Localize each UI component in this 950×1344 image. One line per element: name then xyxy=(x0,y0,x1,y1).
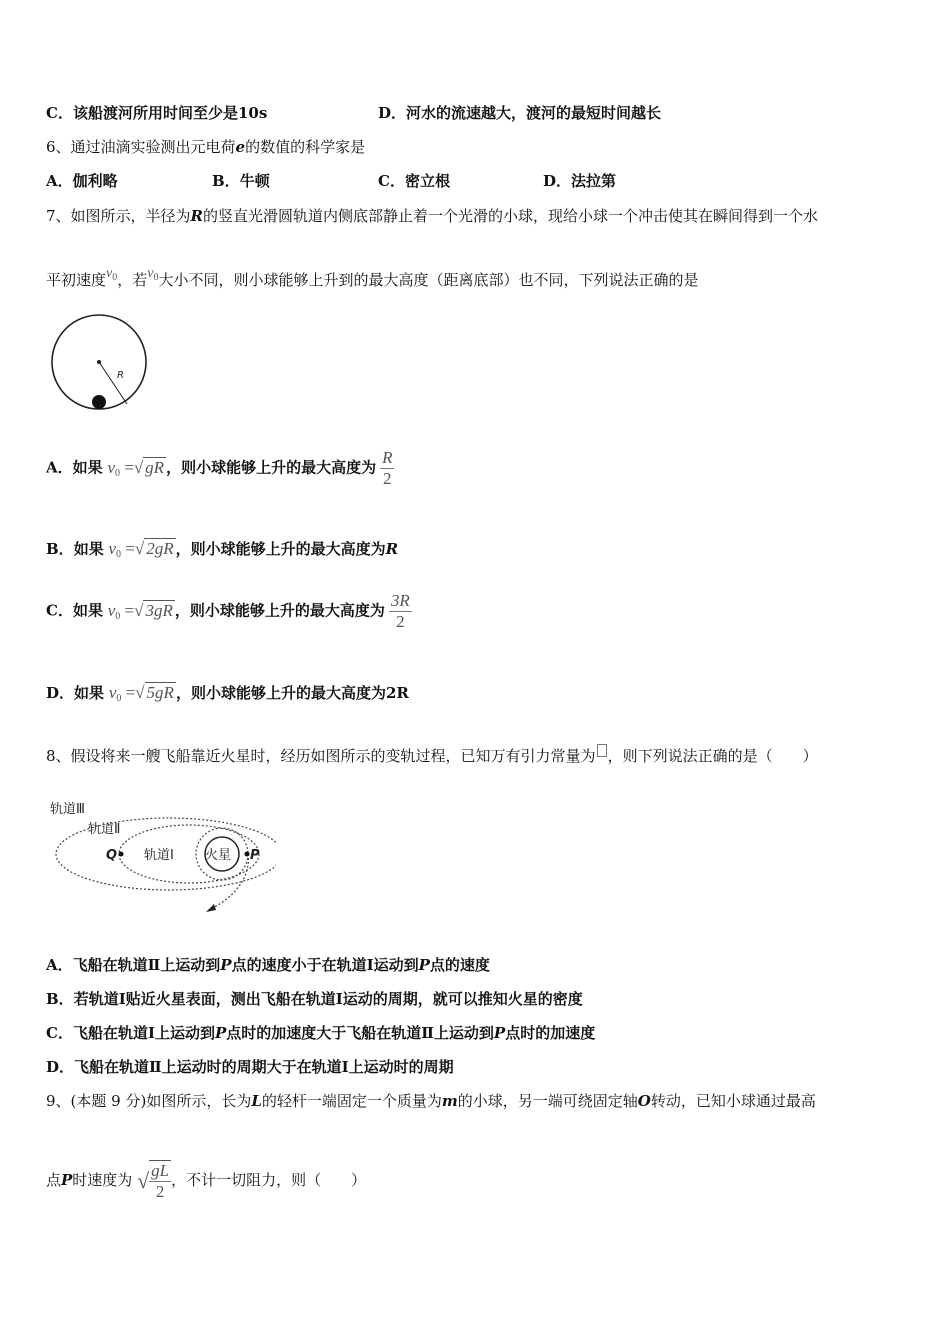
v0-symbol xyxy=(147,266,158,281)
q5-option-d xyxy=(378,102,661,123)
option-text: 如果 xyxy=(72,458,103,477)
option-label: D． xyxy=(378,104,407,122)
option-text-2: 点时的加速度大于飞船在轨道Ⅱ上运动到 xyxy=(226,1024,494,1042)
option-text-2: ，则小球能够上升的最大高度为 xyxy=(175,684,386,702)
option-text: 如果 xyxy=(72,601,103,620)
point-p: P xyxy=(418,956,430,974)
q6-option-c xyxy=(378,170,450,191)
q9-stem-text-3: 的小球，另一端可绕固定轴 xyxy=(457,1092,638,1110)
q8-option-d xyxy=(46,1056,454,1077)
ball xyxy=(92,395,106,409)
point-p-label: P xyxy=(250,848,260,863)
q9-stem-text-2: 的轻杆一端固定一个质量为 xyxy=(261,1092,442,1110)
fraction-denominator: 2 xyxy=(396,612,405,631)
sqrt-content: 2gR xyxy=(146,539,174,558)
option-label: D． xyxy=(543,172,572,190)
option-text: 飞船在轨道Ⅱ上运动到 xyxy=(72,956,221,974)
var-l: L xyxy=(251,1092,262,1110)
sqrt-content: gR xyxy=(145,457,165,477)
point-p: P xyxy=(493,1024,506,1042)
equals: = xyxy=(125,539,135,558)
option-label: A． xyxy=(46,172,73,190)
fraction-denominator: 2 xyxy=(383,469,392,488)
option-text: 如果 xyxy=(73,540,104,558)
orbit-1-label: 轨道Ⅰ xyxy=(144,848,174,863)
q8-option-c xyxy=(46,1022,595,1043)
sqrt-content: 5gR xyxy=(146,683,174,702)
option-text: 若轨道Ⅰ贴近火星表面，测出飞船在轨道Ⅰ运动的周期，就可以推知火星的密度 xyxy=(73,990,583,1008)
fraction-numerator: gL xyxy=(151,1161,170,1180)
q8-stem xyxy=(46,744,818,766)
orbit-2-label: 轨道Ⅱ xyxy=(88,822,121,837)
var-o: O xyxy=(637,1092,651,1110)
q6-stem-text-2: 的数值的科学家是 xyxy=(245,138,366,156)
option-text: 牛顿 xyxy=(239,172,270,190)
q6-option-a xyxy=(46,170,118,191)
q7-circle-figure xyxy=(46,312,154,416)
v0-letter: v xyxy=(108,539,117,558)
q7-option-c xyxy=(46,591,412,632)
option-text: 飞船在轨道Ⅱ上运动时的周期大于在轨道Ⅰ上运动时的周期 xyxy=(74,1058,454,1076)
option-text-3: 点时的加速度 xyxy=(505,1024,596,1042)
planet-label: 火星 xyxy=(205,848,232,863)
q9-stem-text-3: ，不计一切阻力，则（ ） xyxy=(171,1171,367,1189)
v0-subscript: 0 xyxy=(116,693,122,704)
option-text-2: ，则小球能够上升的最大高度为 xyxy=(174,601,385,620)
answer-value: R xyxy=(385,540,399,558)
option-label: B． xyxy=(46,540,74,558)
q6-option-d xyxy=(543,170,616,191)
option-label: A． xyxy=(46,458,73,477)
equation: $v_0$ =√ 2gR xyxy=(108,539,174,560)
point-p: P xyxy=(220,956,232,974)
sqrt-fraction xyxy=(149,1160,171,1202)
orbit-3-label: 轨道Ⅲ xyxy=(50,802,85,817)
point-p: P xyxy=(214,1024,227,1042)
sqrt-sign: √ xyxy=(137,1168,150,1193)
point-p-dot xyxy=(245,852,250,857)
q8-stem-text-2: ，则下列说法正确的是（ ） xyxy=(607,747,818,765)
v0-letter: v xyxy=(106,266,113,281)
q8-option-b xyxy=(46,988,583,1009)
option-text-2: 点的速度小于在轨道Ⅰ运动到 xyxy=(231,956,419,974)
equals: = xyxy=(124,600,135,620)
v0-subscript: 0 xyxy=(115,610,121,622)
q6-stem-text: 6、通过油滴实验测出元电荷 xyxy=(46,138,236,156)
q7-option-d xyxy=(46,682,409,704)
option-text-2: ，则小球能够上升的最大高度为 xyxy=(166,458,377,477)
v0-subscript: 0 xyxy=(114,467,120,479)
q7-stem-text-2: 的竖直光滑圆轨道内侧底部静止着一个光滑的小球，现给小球一个冲击使其在瞬间得到一个水 xyxy=(203,207,819,225)
answer-fraction xyxy=(380,448,394,489)
option-label: D． xyxy=(46,684,75,702)
q9-stem-text-2: 时速度为 xyxy=(72,1171,133,1189)
option-label: C． xyxy=(46,1024,73,1042)
q9-stem-text: 点 xyxy=(46,1171,62,1189)
equation: $v_0$ =√ 3gR xyxy=(107,600,173,622)
answer-fraction xyxy=(389,591,412,632)
q6-stem xyxy=(46,136,365,157)
var-p: P xyxy=(61,1171,73,1189)
q9-stem-line2 xyxy=(46,1160,366,1202)
q7-stem-text: 7、如图所示，半径为 xyxy=(46,207,191,225)
equation: $v_0$ =√ gR xyxy=(107,457,165,479)
option-text: 如果 xyxy=(74,684,105,702)
q9-stem-line1 xyxy=(46,1090,816,1111)
point-q-label: Q xyxy=(106,848,118,863)
v0-subscript: 0 xyxy=(116,549,122,560)
q8-orbit-figure xyxy=(46,796,276,918)
option-text: 伽利略 xyxy=(72,172,118,190)
option-text: 法拉第 xyxy=(571,172,617,190)
option-text: 飞船在轨道Ⅰ上运动到 xyxy=(72,1024,215,1042)
option-label: C． xyxy=(46,104,73,122)
q9-stem-text-4: 转动，已知小球通过最高 xyxy=(650,1092,816,1110)
option-text: 密立根 xyxy=(404,172,450,190)
q8-option-a xyxy=(46,954,490,975)
option-label: B． xyxy=(212,172,240,190)
q7-stem-text-2: ，若 xyxy=(117,271,148,289)
option-text-3: 点的速度 xyxy=(429,956,490,974)
v0-letter: v xyxy=(147,266,154,281)
v0-letter: v xyxy=(107,457,115,477)
option-text: 河水的流速越大，渡河的最短时间越长 xyxy=(406,104,662,122)
sqrt-content: 3gR xyxy=(145,600,173,620)
v0-letter: v xyxy=(108,683,117,702)
q7-option-b xyxy=(46,538,398,560)
fraction-numerator: 3R xyxy=(390,591,410,610)
equation: $v_0$ =√ 5gR xyxy=(108,683,174,704)
q7-stem-text-3: 大小不同，则小球能够上升到的最大高度（距离底部）也不同，下列说法正确的是 xyxy=(158,271,699,289)
q7-var-r: R xyxy=(190,207,204,225)
answer-value: 2R xyxy=(385,684,409,702)
q7-stem-line2 xyxy=(46,266,698,290)
v0-subscript: 0 xyxy=(153,272,159,283)
v0-symbol xyxy=(106,266,117,281)
fraction-denominator: 2 xyxy=(155,1182,165,1201)
q7-stem-text: 平初速度 xyxy=(46,271,107,289)
radius-label: R xyxy=(117,370,124,381)
q9-stem-text: 9、(本题 9 分)如图所示，长为 xyxy=(46,1092,252,1110)
equals: = xyxy=(124,457,134,477)
option-label: C． xyxy=(378,172,405,190)
option-label: B． xyxy=(46,990,74,1008)
arrow-head xyxy=(206,904,216,912)
q7-stem-line1 xyxy=(46,205,818,226)
equals: = xyxy=(125,683,136,702)
q6-var-e: e xyxy=(235,138,246,156)
point-q-dot xyxy=(119,852,124,857)
missing-glyph-placeholder xyxy=(597,744,607,757)
q8-stem-text: 8、假设将来一艘飞船靠近火星时，经历如图所示的变轨过程，已知万有引力常量为 xyxy=(46,747,596,765)
option-label: D． xyxy=(46,1058,75,1076)
q5-option-c xyxy=(46,102,267,123)
var-m: m xyxy=(441,1092,458,1110)
v0-subscript: 0 xyxy=(112,272,118,283)
v0-letter: v xyxy=(107,600,116,620)
fraction-numerator: R xyxy=(382,448,393,467)
q6-option-b xyxy=(212,170,270,191)
option-label: A． xyxy=(46,956,73,974)
option-label: C． xyxy=(46,601,73,620)
option-text-2: ，则小球能够上升的最大高度为 xyxy=(175,540,386,558)
q7-option-a xyxy=(46,448,394,489)
option-text: 该船渡河所用时间至少是10s xyxy=(72,104,268,122)
